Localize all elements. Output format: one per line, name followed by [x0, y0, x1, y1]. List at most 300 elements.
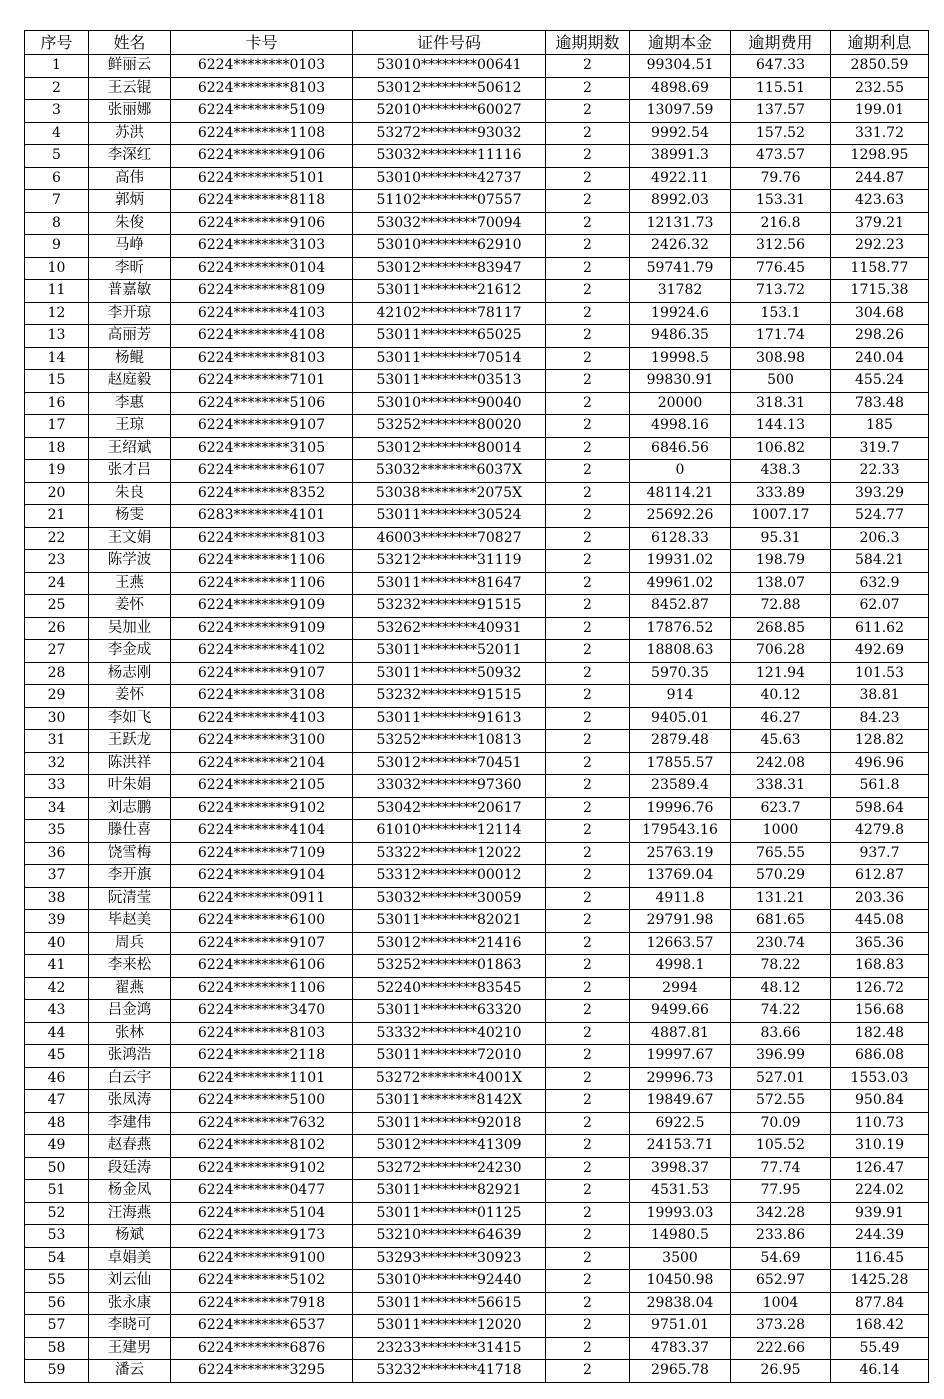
cell-card-number: 6224********5109	[171, 100, 353, 123]
table-row	[25, 842, 929, 865]
cell-overdue-interest: 492.69	[831, 640, 929, 663]
cell-overdue-principal: 49961.02	[630, 572, 731, 595]
cell-index: 4	[25, 122, 89, 145]
cell-card-number: 6224********9109	[171, 617, 353, 640]
cell-card-number: 6224********4103	[171, 302, 353, 325]
cell-overdue-principal: 914	[630, 685, 731, 708]
cell-name: 马峥	[89, 235, 171, 258]
cell-overdue-periods: 2	[546, 1180, 630, 1203]
cell-name: 郭炳	[89, 190, 171, 213]
table-row	[25, 550, 929, 573]
cell-id-number: 53252********01863	[353, 955, 546, 978]
table-row	[25, 685, 929, 708]
cell-id-number: 53011********91613	[353, 707, 546, 730]
cell-card-number: 6224********6537	[171, 1315, 353, 1338]
cell-overdue-interest: 244.39	[831, 1225, 929, 1248]
header-card-number: 卡号	[171, 31, 353, 55]
cell-overdue-interest: 126.72	[831, 977, 929, 1000]
cell-name: 王琼	[89, 415, 171, 438]
cell-overdue-fees: 106.82	[731, 437, 831, 460]
cell-id-number: 53011********03513	[353, 370, 546, 393]
cell-overdue-fees: 79.76	[731, 167, 831, 190]
cell-id-number: 23233********31415	[353, 1337, 546, 1360]
cell-name: 高伟	[89, 167, 171, 190]
header-index: 序号	[25, 31, 89, 55]
table-row	[25, 910, 929, 933]
cell-card-number: 6224********2118	[171, 1045, 353, 1068]
cell-index: 55	[25, 1270, 89, 1293]
cell-card-number: 6224********3470	[171, 1000, 353, 1023]
cell-overdue-interest: 393.29	[831, 482, 929, 505]
cell-overdue-periods: 2	[546, 212, 630, 235]
cell-card-number: 6224********8109	[171, 280, 353, 303]
cell-overdue-principal: 4887.81	[630, 1022, 731, 1045]
cell-card-number: 6224********0477	[171, 1180, 353, 1203]
table-row	[25, 640, 929, 663]
cell-overdue-fees: 40.12	[731, 685, 831, 708]
cell-card-number: 6224********6100	[171, 910, 353, 933]
cell-overdue-interest: 783.48	[831, 392, 929, 415]
cell-overdue-interest: 686.08	[831, 1045, 929, 1068]
cell-card-number: 6224********6876	[171, 1337, 353, 1360]
cell-overdue-principal: 25692.26	[630, 505, 731, 528]
cell-overdue-principal: 14980.5	[630, 1225, 731, 1248]
cell-card-number: 6224********8103	[171, 527, 353, 550]
cell-name: 王文娟	[89, 527, 171, 550]
cell-overdue-principal: 29838.04	[630, 1292, 731, 1315]
cell-index: 37	[25, 865, 89, 888]
cell-overdue-interest: 232.55	[831, 77, 929, 100]
cell-overdue-principal: 19849.67	[630, 1090, 731, 1113]
table-row	[25, 370, 929, 393]
cell-name: 杨鲲	[89, 347, 171, 370]
cell-overdue-fees: 342.28	[731, 1202, 831, 1225]
cell-overdue-interest: 199.01	[831, 100, 929, 123]
cell-index: 51	[25, 1180, 89, 1203]
cell-overdue-principal: 6846.56	[630, 437, 731, 460]
cell-overdue-fees: 95.31	[731, 527, 831, 550]
cell-overdue-periods: 2	[546, 100, 630, 123]
cell-overdue-periods: 2	[546, 1292, 630, 1315]
cell-overdue-interest: 182.48	[831, 1022, 929, 1045]
cell-id-number: 53272********4001X	[353, 1067, 546, 1090]
header-id-number: 证件号码	[353, 31, 546, 55]
cell-name: 饶雪梅	[89, 842, 171, 865]
cell-index: 26	[25, 617, 89, 640]
cell-index: 40	[25, 932, 89, 955]
cell-overdue-fees: 74.22	[731, 1000, 831, 1023]
cell-overdue-interest: 524.77	[831, 505, 929, 528]
cell-overdue-principal: 12131.73	[630, 212, 731, 235]
cell-card-number: 6224********1106	[171, 550, 353, 573]
cell-name: 毕赵美	[89, 910, 171, 933]
cell-name: 段廷涛	[89, 1157, 171, 1180]
cell-id-number: 53011********50932	[353, 662, 546, 685]
cell-card-number: 6224********6107	[171, 460, 353, 483]
cell-overdue-principal: 2994	[630, 977, 731, 1000]
cell-id-number: 53272********93032	[353, 122, 546, 145]
cell-overdue-fees: 652.97	[731, 1270, 831, 1293]
cell-id-number: 53232********41718	[353, 1360, 546, 1383]
cell-id-number: 53293********30923	[353, 1247, 546, 1270]
cell-id-number: 53011********72010	[353, 1045, 546, 1068]
cell-card-number: 6224********5104	[171, 1202, 353, 1225]
cell-id-number: 53032********70094	[353, 212, 546, 235]
cell-id-number: 53010********42737	[353, 167, 546, 190]
cell-overdue-interest: 939.91	[831, 1202, 929, 1225]
cell-overdue-interest: 379.21	[831, 212, 929, 235]
cell-overdue-principal: 19998.5	[630, 347, 731, 370]
cell-index: 35	[25, 820, 89, 843]
cell-index: 23	[25, 550, 89, 573]
cell-overdue-fees: 500	[731, 370, 831, 393]
cell-index: 45	[25, 1045, 89, 1068]
header-name: 姓名	[89, 31, 171, 55]
cell-overdue-principal: 9486.35	[630, 325, 731, 348]
cell-overdue-fees: 706.28	[731, 640, 831, 663]
table-row	[25, 1292, 929, 1315]
cell-overdue-interest: 4279.8	[831, 820, 929, 843]
cell-name: 陈洪祥	[89, 752, 171, 775]
cell-index: 48	[25, 1112, 89, 1135]
cell-overdue-fees: 77.95	[731, 1180, 831, 1203]
cell-overdue-fees: 647.33	[731, 55, 831, 78]
cell-overdue-periods: 2	[546, 302, 630, 325]
cell-overdue-periods: 2	[546, 1202, 630, 1225]
cell-id-number: 53011********01125	[353, 1202, 546, 1225]
cell-overdue-fees: 138.07	[731, 572, 831, 595]
cell-overdue-periods: 2	[546, 775, 630, 798]
cell-index: 21	[25, 505, 89, 528]
cell-card-number: 6224********2104	[171, 752, 353, 775]
table-row	[25, 572, 929, 595]
cell-overdue-principal: 19931.02	[630, 550, 731, 573]
cell-id-number: 53010********62910	[353, 235, 546, 258]
cell-name: 翟燕	[89, 977, 171, 1000]
cell-overdue-periods: 2	[546, 865, 630, 888]
cell-index: 53	[25, 1225, 89, 1248]
cell-overdue-principal: 18808.63	[630, 640, 731, 663]
cell-overdue-fees: 216.8	[731, 212, 831, 235]
cell-id-number: 53252********10813	[353, 730, 546, 753]
cell-index: 44	[25, 1022, 89, 1045]
cell-overdue-interest: 611.62	[831, 617, 929, 640]
cell-name: 张林	[89, 1022, 171, 1045]
table-row	[25, 797, 929, 820]
cell-name: 普嘉敏	[89, 280, 171, 303]
cell-id-number: 53011********30524	[353, 505, 546, 528]
cell-card-number: 6224********5106	[171, 392, 353, 415]
cell-overdue-principal: 4531.53	[630, 1180, 731, 1203]
cell-overdue-interest: 62.07	[831, 595, 929, 618]
cell-card-number: 6224********3105	[171, 437, 353, 460]
cell-card-number: 6224********4108	[171, 325, 353, 348]
cell-overdue-principal: 6922.5	[630, 1112, 731, 1135]
cell-card-number: 6224********8103	[171, 347, 353, 370]
cell-overdue-fees: 46.27	[731, 707, 831, 730]
cell-overdue-interest: 224.02	[831, 1180, 929, 1203]
cell-index: 56	[25, 1292, 89, 1315]
cell-name: 杨雯	[89, 505, 171, 528]
cell-overdue-interest: 1298.95	[831, 145, 929, 168]
table-row	[25, 460, 929, 483]
cell-overdue-fees: 222.66	[731, 1337, 831, 1360]
cell-index: 6	[25, 167, 89, 190]
cell-overdue-periods: 2	[546, 572, 630, 595]
cell-index: 13	[25, 325, 89, 348]
cell-overdue-periods: 2	[546, 325, 630, 348]
cell-name: 李深红	[89, 145, 171, 168]
cell-overdue-interest: 612.87	[831, 865, 929, 888]
cell-overdue-periods: 2	[546, 1225, 630, 1248]
table-row	[25, 1157, 929, 1180]
cell-index: 24	[25, 572, 89, 595]
cell-id-number: 53262********40931	[353, 617, 546, 640]
cell-name: 高丽芳	[89, 325, 171, 348]
cell-id-number: 52240********83545	[353, 977, 546, 1000]
cell-overdue-fees: 1000	[731, 820, 831, 843]
cell-overdue-interest: 365.36	[831, 932, 929, 955]
cell-card-number: 6224********7632	[171, 1112, 353, 1135]
cell-index: 10	[25, 257, 89, 280]
cell-overdue-periods: 2	[546, 662, 630, 685]
cell-overdue-interest: 128.82	[831, 730, 929, 753]
cell-card-number: 6224********0103	[171, 55, 353, 78]
cell-overdue-periods: 2	[546, 167, 630, 190]
cell-card-number: 6224********5101	[171, 167, 353, 190]
cell-overdue-interest: 203.36	[831, 887, 929, 910]
cell-overdue-interest: 598.64	[831, 797, 929, 820]
cell-index: 52	[25, 1202, 89, 1225]
cell-overdue-interest: 1553.03	[831, 1067, 929, 1090]
table-row	[25, 1360, 929, 1383]
cell-overdue-periods: 2	[546, 280, 630, 303]
cell-card-number: 6224********5102	[171, 1270, 353, 1293]
cell-overdue-interest: 168.83	[831, 955, 929, 978]
cell-card-number: 6224********7918	[171, 1292, 353, 1315]
cell-overdue-interest: 298.26	[831, 325, 929, 348]
cell-id-number: 53010********92440	[353, 1270, 546, 1293]
cell-overdue-fees: 681.65	[731, 910, 831, 933]
cell-index: 28	[25, 662, 89, 685]
cell-overdue-periods: 2	[546, 617, 630, 640]
cell-index: 59	[25, 1360, 89, 1383]
cell-overdue-interest: 101.53	[831, 662, 929, 685]
cell-name: 吕金鸿	[89, 1000, 171, 1023]
cell-overdue-principal: 2879.48	[630, 730, 731, 753]
cell-name: 李如飞	[89, 707, 171, 730]
cell-id-number: 53011********81647	[353, 572, 546, 595]
cell-overdue-principal: 8992.03	[630, 190, 731, 213]
cell-overdue-principal: 25763.19	[630, 842, 731, 865]
cell-overdue-fees: 268.85	[731, 617, 831, 640]
cell-overdue-fees: 45.63	[731, 730, 831, 753]
table-row	[25, 617, 929, 640]
table-row	[25, 1315, 929, 1338]
table-row	[25, 167, 929, 190]
cell-overdue-principal: 4783.37	[630, 1337, 731, 1360]
header-overdue-fees: 逾期费用	[731, 31, 831, 55]
cell-overdue-periods: 2	[546, 415, 630, 438]
cell-overdue-periods: 2	[546, 977, 630, 1000]
cell-name: 李惠	[89, 392, 171, 415]
cell-card-number: 6224********3295	[171, 1360, 353, 1383]
cell-overdue-interest: 244.87	[831, 167, 929, 190]
cell-overdue-interest: 632.9	[831, 572, 929, 595]
cell-overdue-interest: 1425.28	[831, 1270, 929, 1293]
cell-overdue-periods: 2	[546, 1090, 630, 1113]
cell-index: 33	[25, 775, 89, 798]
cell-overdue-fees: 623.7	[731, 797, 831, 820]
cell-overdue-principal: 10450.98	[630, 1270, 731, 1293]
cell-card-number: 6224********7101	[171, 370, 353, 393]
cell-overdue-principal: 99304.51	[630, 55, 731, 78]
cell-overdue-principal: 48114.21	[630, 482, 731, 505]
cell-card-number: 6224********9100	[171, 1247, 353, 1270]
cell-id-number: 46003********70827	[353, 527, 546, 550]
table-row	[25, 1225, 929, 1248]
cell-index: 1	[25, 55, 89, 78]
cell-index: 3	[25, 100, 89, 123]
cell-overdue-periods: 2	[546, 505, 630, 528]
cell-card-number: 6224********2105	[171, 775, 353, 798]
cell-name: 阮清莹	[89, 887, 171, 910]
cell-overdue-fees: 144.13	[731, 415, 831, 438]
cell-overdue-principal: 13097.59	[630, 100, 731, 123]
cell-overdue-principal: 31782	[630, 280, 731, 303]
cell-card-number: 6224********3103	[171, 235, 353, 258]
cell-overdue-interest: 496.96	[831, 752, 929, 775]
table-row	[25, 482, 929, 505]
cell-name: 张才吕	[89, 460, 171, 483]
cell-index: 22	[25, 527, 89, 550]
cell-index: 7	[25, 190, 89, 213]
cell-index: 14	[25, 347, 89, 370]
cell-index: 20	[25, 482, 89, 505]
cell-id-number: 53032********11116	[353, 145, 546, 168]
cell-overdue-principal: 8452.87	[630, 595, 731, 618]
table-row	[25, 887, 929, 910]
cell-overdue-fees: 473.57	[731, 145, 831, 168]
cell-id-number: 53232********91515	[353, 595, 546, 618]
cell-overdue-interest: 1158.77	[831, 257, 929, 280]
cell-overdue-principal: 3998.37	[630, 1157, 731, 1180]
cell-index: 5	[25, 145, 89, 168]
cell-overdue-principal: 4998.16	[630, 415, 731, 438]
cell-name: 朱俊	[89, 212, 171, 235]
cell-overdue-periods: 2	[546, 910, 630, 933]
cell-overdue-fees: 83.66	[731, 1022, 831, 1045]
cell-id-number: 53212********31119	[353, 550, 546, 573]
cell-overdue-interest: 38.81	[831, 685, 929, 708]
cell-id-number: 61010********12114	[353, 820, 546, 843]
table-row	[25, 235, 929, 258]
cell-overdue-periods: 2	[546, 730, 630, 753]
cell-index: 43	[25, 1000, 89, 1023]
cell-id-number: 53210********64639	[353, 1225, 546, 1248]
table-row	[25, 932, 929, 955]
cell-overdue-interest: 22.33	[831, 460, 929, 483]
table-row	[25, 865, 929, 888]
cell-name: 李开琼	[89, 302, 171, 325]
cell-index: 46	[25, 1067, 89, 1090]
cell-id-number: 53011********70514	[353, 347, 546, 370]
cell-overdue-interest: 304.68	[831, 302, 929, 325]
table-row	[25, 212, 929, 235]
table-row	[25, 302, 929, 325]
cell-card-number: 6224********5100	[171, 1090, 353, 1113]
cell-index: 50	[25, 1157, 89, 1180]
cell-overdue-principal: 13769.04	[630, 865, 731, 888]
cell-overdue-fees: 72.88	[731, 595, 831, 618]
cell-overdue-periods: 2	[546, 797, 630, 820]
cell-overdue-fees: 77.74	[731, 1157, 831, 1180]
cell-id-number: 42102********78117	[353, 302, 546, 325]
cell-index: 58	[25, 1337, 89, 1360]
cell-overdue-interest: 240.04	[831, 347, 929, 370]
cell-name: 王跃龙	[89, 730, 171, 753]
cell-overdue-principal: 9751.01	[630, 1315, 731, 1338]
cell-overdue-principal: 5970.35	[630, 662, 731, 685]
cell-overdue-periods: 2	[546, 1157, 630, 1180]
cell-index: 8	[25, 212, 89, 235]
cell-overdue-periods: 2	[546, 482, 630, 505]
cell-overdue-fees: 318.31	[731, 392, 831, 415]
cell-overdue-interest: 292.23	[831, 235, 929, 258]
cell-overdue-fees: 48.12	[731, 977, 831, 1000]
cell-id-number: 53011********56615	[353, 1292, 546, 1315]
cell-overdue-fees: 78.22	[731, 955, 831, 978]
cell-overdue-interest: 110.73	[831, 1112, 929, 1135]
cell-overdue-periods: 2	[546, 257, 630, 280]
cell-name: 李建伟	[89, 1112, 171, 1135]
cell-card-number: 6224********9109	[171, 595, 353, 618]
table-row	[25, 100, 929, 123]
table-row	[25, 1000, 929, 1023]
table-row	[25, 1202, 929, 1225]
table-row	[25, 257, 929, 280]
cell-overdue-fees: 373.28	[731, 1315, 831, 1338]
cell-card-number: 6224********9107	[171, 662, 353, 685]
cell-id-number: 53032********30059	[353, 887, 546, 910]
cell-overdue-principal: 29791.98	[630, 910, 731, 933]
cell-overdue-principal: 19996.76	[630, 797, 731, 820]
cell-overdue-principal: 2426.32	[630, 235, 731, 258]
cell-card-number: 6224********1106	[171, 572, 353, 595]
cell-overdue-interest: 2850.59	[831, 55, 929, 78]
cell-overdue-interest: 445.08	[831, 910, 929, 933]
cell-overdue-fees: 171.74	[731, 325, 831, 348]
cell-name: 刘志鹏	[89, 797, 171, 820]
cell-index: 12	[25, 302, 89, 325]
cell-card-number: 6224********9173	[171, 1225, 353, 1248]
cell-overdue-periods: 2	[546, 122, 630, 145]
cell-overdue-fees: 1004	[731, 1292, 831, 1315]
cell-overdue-periods: 2	[546, 392, 630, 415]
cell-name: 杨斌	[89, 1225, 171, 1248]
cell-overdue-fees: 765.55	[731, 842, 831, 865]
cell-id-number: 53011********63320	[353, 1000, 546, 1023]
cell-index: 39	[25, 910, 89, 933]
cell-overdue-periods: 2	[546, 1135, 630, 1158]
cell-overdue-periods: 2	[546, 707, 630, 730]
cell-overdue-fees: 153.1	[731, 302, 831, 325]
table-row	[25, 122, 929, 145]
cell-overdue-fees: 153.31	[731, 190, 831, 213]
cell-overdue-periods: 2	[546, 1067, 630, 1090]
cell-overdue-principal: 29996.73	[630, 1067, 731, 1090]
cell-name: 叶朱娟	[89, 775, 171, 798]
